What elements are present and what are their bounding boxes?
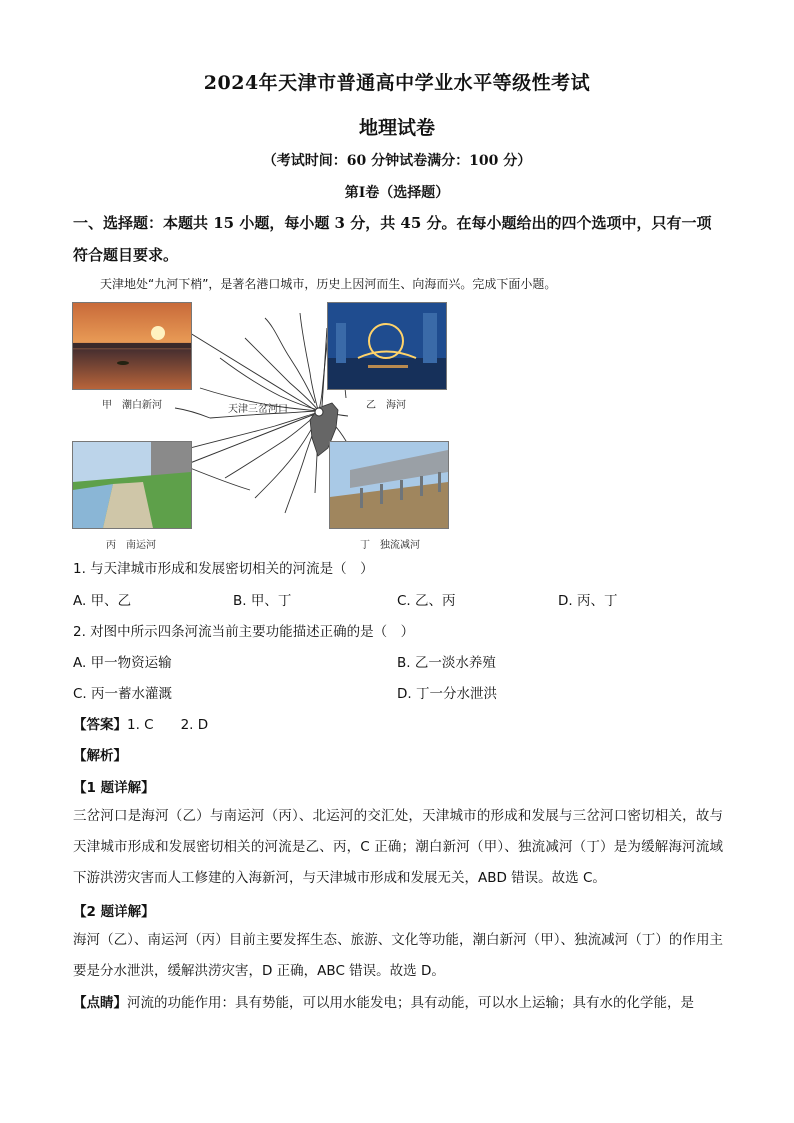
caption-bing: 丙 南运河 [106, 540, 156, 551]
question-2-stem: 2. 对图中所示四条河流当前主要功能描述正确的是（ ） [73, 624, 415, 640]
question-1-stem: 1. 与天津城市形成和发展密切相关的河流是（ ） [73, 561, 374, 577]
photo-yi-hai-river [327, 302, 447, 390]
answer-label: 【答案】 [73, 717, 127, 733]
q2-detail-label: 【2 题详解】 [73, 904, 155, 920]
q1-option-b[interactable]: B. 甲、丁 [233, 593, 292, 609]
tip-text: 河流的功能作用：具有势能，可以用水能发电；具有动能，可以水上运输；具有水的化学能，是 [127, 995, 694, 1011]
tip-label: 【点睛】 [73, 995, 127, 1011]
answer-line [73, 713, 208, 733]
exam-time-info: （考试时间：60 分钟试卷满分：100 分） [262, 153, 532, 169]
question-intro: 天津地处“九河下梢”，是著名港口城市，历史上因河而生、向海而兴。完成下面小题。 [100, 277, 557, 291]
photo-ding-duliu-river [329, 441, 449, 529]
q2-option-c[interactable]: C. 丙一蓄水灌溉 [73, 686, 173, 702]
q1-detail-text: 三岔河口是海河（乙）与南运河（丙）、北运河的交汇处，天津城市的形成和发展与三岔河口密切相关，故与天津城市形成和发展密切相关的河流是乙、丙，C 正确；潮白新河（甲）、独流减河（丁）是为缓解海河流域下游洪涝灾害而人工修建的入海新河，与天津城市形成和发展无关，ABD 错误。故选 C。 [73, 808, 723, 886]
q2-detail-text: 海河（乙）、南运河（丙）目前主要发挥生态、旅游、文化等功能，潮白新河（甲）、独流减河（丁）的作用主要是分水泄洪，缓解洪涝灾害，D 正确，ABC 错误。故选 D。 [73, 932, 723, 979]
q1-detail-label: 【1 题详解】 [73, 780, 155, 796]
q1-option-c[interactable]: C. 乙、丙 [397, 593, 456, 609]
section-heading: 一、选择题：本题共 15 小题，每小题 3 分，共 45 分。在每小题给出的四个选项中，只有一项符合题目要求。 [73, 214, 712, 264]
q2-option-a[interactable]: A. 甲一物资运输 [73, 655, 172, 671]
answer-value: 1. C 2. D [127, 717, 209, 733]
exam-part-label: 第Ⅰ卷（选择题） [344, 185, 450, 201]
q1-option-a[interactable]: A. 甲、乙 [73, 593, 132, 609]
analysis-label: 【解析】 [73, 748, 127, 764]
photo-bing-south-canal [72, 441, 192, 529]
caption-ding: 丁 独流减河 [360, 540, 420, 551]
exam-title: 2024年天津市普通高中学业水平等级性考试 [203, 72, 591, 94]
river-figure [70, 298, 452, 550]
tip-line [73, 988, 723, 1019]
q1-option-d[interactable]: D. 丙、丁 [558, 593, 618, 609]
q2-option-d[interactable]: D. 丁一分水泄洪 [397, 686, 497, 702]
map-label-sanchahekou: 天津三岔河口 [228, 404, 288, 415]
photo-jia-chaobai-river [72, 302, 192, 390]
exam-subject: 地理试卷 [358, 117, 435, 139]
caption-jia: 甲 潮白新河 [102, 400, 162, 411]
caption-yi: 乙 海河 [366, 400, 406, 411]
q2-option-b[interactable]: B. 乙一淡水养殖 [397, 655, 496, 671]
